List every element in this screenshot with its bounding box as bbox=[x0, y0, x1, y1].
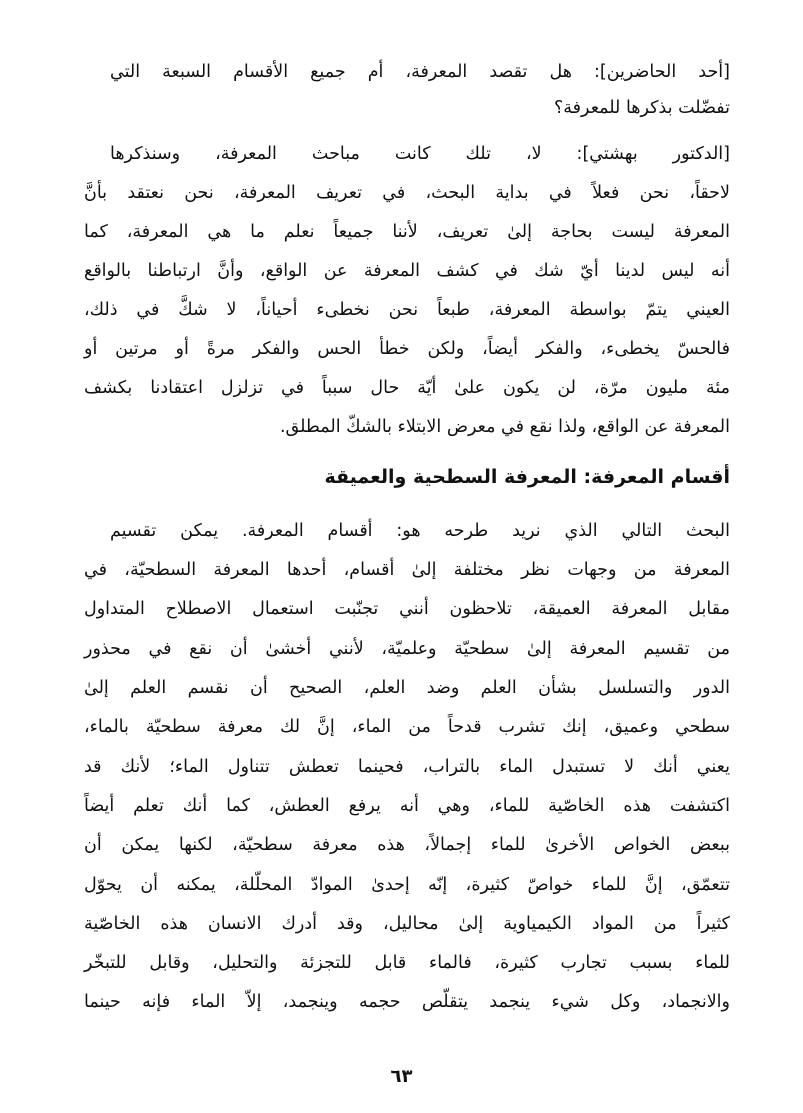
section-heading: أقسام المعرفة: المعرفة السطحية والعميقة bbox=[324, 466, 730, 488]
page-number: ٦٣ bbox=[390, 1066, 413, 1087]
text-line: كثيراً من المواد الكيمياوية إلىٰ محاليل، وقد أدرك الانسان هذه الخاصّية bbox=[84, 914, 730, 934]
text-line: المعرفة عن الواقع، ولذا نقع في معرض الابتلاء بالشكّ المطلق. bbox=[279, 417, 730, 437]
text-line: يعني أنك لا تستبدل الماء بالتراب، فحينما تعطش تتناول الماء؛ لأنك قد bbox=[84, 757, 730, 777]
text-line: مقابل المعرفة العميقة، تلاحظون أنني تجنّبت استعمال الاصطلاح المتداول bbox=[84, 599, 730, 619]
text-line: أنه ليس لدينا أيّ شك في كشف المعرفة عن الواقع، وأنَّ ارتباطنا بالواقع bbox=[84, 261, 730, 281]
text-line: مئة مليون مرّة، لن يكون علىٰ أيّة حال سبباً في تزلزل اعتقادنا بكشف bbox=[84, 378, 730, 398]
text-line: المعرفة ليست بحاجة إلىٰ تعريف، لأننا جميعاً نعلم ما هي المعرفة، كما bbox=[84, 222, 730, 242]
text-line: [أحد الحاضرين]: هل تقصد المعرفة، أم جميع الأقسام السبعة التي bbox=[110, 62, 730, 82]
text-line: من تقسيم المعرفة إلىٰ سطحيّة وعلميّة، لأنني أخشىٰ أن نقع في محذور bbox=[84, 639, 730, 659]
text-line: المعرفة من وجهات نظر مختلفة إلىٰ أقسام، أحدها المعرفة السطحيّة، في bbox=[84, 560, 730, 580]
text-line: ببعض الخواص الأخرىٰ للماء إجمالاً، هذه معرفة سطحيّة، لكنها يمكن أن bbox=[84, 835, 730, 855]
text-line: فالحسّ يخطىء، والفكر أيضاً، ولكن خطأ الحس والفكر مرةً أو مرتين أو bbox=[84, 339, 730, 359]
text-line: تتعمّق، إنَّ للماء خواصّ كثيرة، إنّه إحدىٰ الموادّ المحلّلة، يمكنه أن يحوّل bbox=[84, 875, 730, 895]
text-line: [الدكتور بهشتي]: لا، تلك كانت مباحث المعرفة، وسنذكرها bbox=[110, 144, 730, 164]
text-line: البحث التالي الذي نريد طرحه هو: أقسام المعرفة. يمكن تقسيم bbox=[110, 521, 730, 541]
text-line: لاحقاً، نحن فعلاً في بداية البحث، في تعريف المعرفة، نحن نعتقد بأنَّ bbox=[84, 183, 730, 203]
text-line: اكتشفت هذه الخاصّية للماء، وهي أنه يرفع العطش، كما أنك تعلم أيضاً bbox=[84, 796, 730, 816]
text-line: العيني يتمّ بواسطة المعرفة، طبعاً نحن نخطىء أحياناً، لا شكَّ في ذلك، bbox=[84, 300, 730, 320]
text-line: تفضّلت بذكرها للمعرفة؟ bbox=[554, 98, 730, 118]
text-line: الدور والتسلسل بشأن العلم وضد العلم، الصحيح أن نقسم العلم إلىٰ bbox=[84, 678, 730, 698]
text-line: للماء بسبب تجارب كثيرة، فالماء قابل للتجزئة والتحليل، وقابل للتبخّر bbox=[84, 953, 730, 973]
text-line: سطحي وعميق، إنك تشرب قدحاً من الماء، إنَّ لك معرفة سطحيّة بالماء، bbox=[84, 717, 730, 737]
text-line: والانجماد، وكل شيء ينجمد يتقلّص حجمه وينجمد، إلاّ الماء فإنه حينما bbox=[84, 992, 730, 1012]
